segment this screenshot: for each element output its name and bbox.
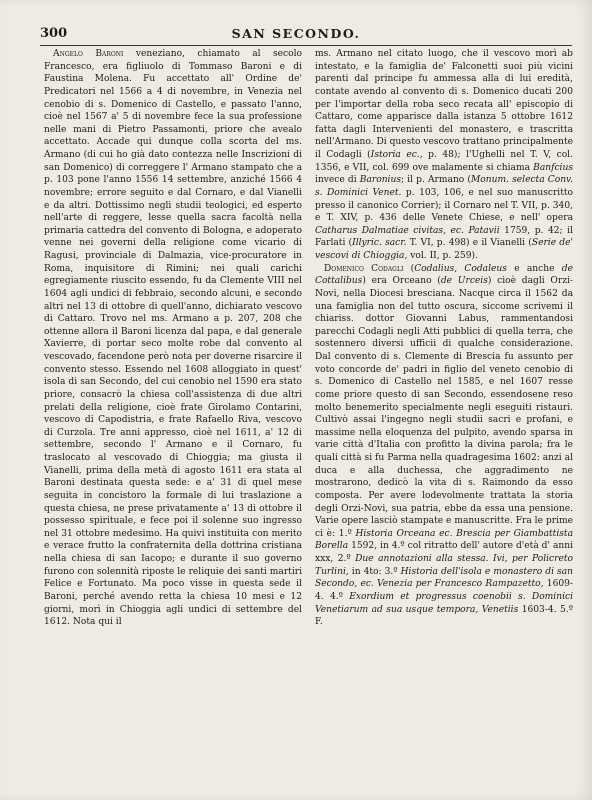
text-run: invece di [315, 175, 360, 186]
text-run: in 4to: 3.º [348, 566, 401, 577]
text-run: ) era Orceano ( [362, 276, 441, 287]
italic-run: Istoria ec. [370, 150, 420, 160]
italic-run: Monum. selecta Conv. s. Dominici Venet. [315, 175, 573, 198]
page-number: 300 [40, 26, 68, 41]
text-run: ( [403, 263, 415, 274]
running-head: SAN SECONDO. [231, 26, 361, 41]
text-run: vol. II, p. 259). [407, 251, 478, 261]
italic-run: Exordium et progressus coenobii s. Dominici Venetiarum ad sua usque tempora, Venetiis [315, 591, 573, 615]
paragraph-angelo-baroni [44, 48, 302, 629]
text-run: p. 103, 106, e nel suo manuscritto presso il canonico Corrier); il Cornaro nel T. VII, p. 340, e T. XIV, p. 436 delle Venete Chiese, e nell' opera [315, 187, 573, 224]
text-run: , p. 48); l'Ughelli nel T. V, col. 1356, e VII, col. 699 ove malamente si chiama [315, 150, 573, 173]
italic-run: Baronius [359, 175, 401, 186]
italic-run: Due annotazioni alla stessa. Ivi, per Policreto Turlini, [315, 554, 573, 577]
left-column [44, 48, 302, 786]
text-run: 1592, in 4.º col ritratto dell' autore d'età d' anni xxx, 2.º [315, 541, 573, 564]
lead-name: Domenico Codagli [324, 263, 404, 274]
text-run: ; il p. Armano ( [400, 175, 471, 186]
italic-run: Illyric. sacr. [352, 238, 407, 249]
right-column [315, 48, 573, 786]
italic-run: Catharus Dalmatiae civitas, ec. Patavii [315, 225, 500, 236]
text-run: e anche [506, 263, 562, 274]
italic-run: de Urceis [440, 276, 488, 287]
text-run: ) cioè dagli Orzi-Novi, nella Diocesi bresciana. Nacque circa il 1562 da una famiglia non del tutto oscura, siccome scrivemi il chiariss. dottor Giovanni Labus, rammentandosi parecchi Codagli negli Atti pubblici di quella terra, che sostennero diversi ufficii di qualche considerazione. Dal convento di s. Clemente di Brescia fu assunto per voto concorde de' padri in figlio del veneto cenobio di s. Domenico di Castello nel 1585, e nel 1607 resse come priore questo di san Secondo, essendosene reso molto benemerito specialmente negli eseguiti ristauri. Cultivò assai l'ingegno negli studii sacri e profani, e massime nella eloquenza del pulpito, avendo sparsa in varie città d'Italia con profitto la divina parola; fra le quali città si fu Parma nella quadragesima 1602: anzi al duca e alla duchessa, che aggradimento ne mostrarono, dedicò la vita di s. Raimondo da esso composta. Per avere lodevolmente trattata la storia degli Orzi-Novi, sua patria, ebbe da essa una pensione. Varie opere lasciò stampate e manuscritte. Fra le prime ci è: 1.º [315, 276, 573, 539]
italic-run: Codalius, Codaleus [414, 263, 507, 274]
text-run: 1759, p. 42; il Farlati ( [315, 225, 573, 249]
paragraph-domenico-codagli [315, 263, 573, 629]
text-run: T. VI, p. 498) e il Vianelli ( [406, 238, 532, 249]
body-text: veneziano, chiamato al secolo Francesco, era figliuolo di Tommaso Baroni e di Faustina Molena. Fu accettato all' Ordine de' Predicatori nel 1566 a 4 di novembre, in Venezia nel cenobio di s. Domenico di Castello, e passato l'anno, cioè nel 1567 a' 5 di novembre fece la sua professione nelle mani di Pietro Passamonti, priore che avealo accettato. Accade qui dunque colla scorta del ms. Armano (di cui ho già dato contezza nelle Inscrizioni di san Domenico) di correggere l' Armano stampato che a p. 103 pone l'anno 1556 14 settembre, anziché 1566 4 novembre; errore seguito e dal Cornaro, e dal Vianelli e da altri. Dottissimo negli studii teologici, ed esperto nell'arte di reggere, lesse quella sacra facoltà nella primaria cattedra del convento di Bologna, e adoperato venne nei governi della religione come vicario di Ragusi, provinciale di Dalmazia, vice-procuratore in Roma, inquisitore di Rimini; nei quali carichi egregiamente riuscito essendo, fu da Clemente VIII nel 1604 agli undici di febbraio, secondo alcuni, e secondo altri nel 13 di ottobre di quell'anno, dichiarato vescovo di Cattaro. Trovo nel ms. Armano a p. 207, 208 che ottenne allora il Baroni licenza dal papa, e dal generale Xavierre, di portar seco molte robe dal convento al vescovado, facendone però nota per doverne risarcire il convento stesso. Essendo nel 1608 alloggiato in quest' isola di san Secondo, del cui cenobio nel 1590 era stato priore, consacrò la chiesa coll'assistenza di due altri prelati della religione, cioè frate Girolamo Contarini, vescovo di Capodistria, e frate Rafaello Riva, vescovo di Curzola. Tre anni appresso, cioè nel 1611, a' 12 di settembre, secondo l' Armano e il Cornaro, fu traslocato al vescovado di Chioggia; ma giusta il Vianelli, prima della metà di agosto 1611 era stata al Baroni destinata questa sede: e a' 31 di quel mese seguita in concistoro la formale di lui traslazione a questa chiesa, ne prese privatamente a' 13 di ottobre il possesso spirituale, e fece poi il solenne suo ingresso nel 31 ottobre medesimo. Ha quivi instituita con merito e verace frutto la confraternita della dottrina cristiana nella chiesa di san Iacopo; e durante il suo governo furono con solennità riposte le reliquie dei santi martiri Felice e Fortunato. Ma poco visse in questa sede il Baroni, perché avendo retta la chiesa 10 mesi e 12 giorni, morì in Chioggia agli undici di settembre del 1612. Nota qui il [44, 49, 302, 628]
text-run: 1603-4. 5.º F. [315, 604, 573, 628]
header-rule [40, 45, 572, 46]
italic-run: Banfcius [533, 162, 573, 173]
italic-run: Serie de' vescovi di Chioggia, [315, 238, 573, 261]
text-run: 1609-4. 4.º [315, 579, 573, 602]
italic-run: Historia dell'isola e monastero di san Secondo, ec. Venezia per Francesco Rampazetto, [315, 566, 573, 590]
text-run: ms. Armano nel citato luogo, che il vescovo morì ab intestato, e la famiglia de' Falconetti suoi più vicini parenti dal principe fu ammessa alla di lui eredità, contate avendo al convento di s. Domenico ducati 200 per l'importar della roba seco recata all' episcopio di Cattaro, come apparisce dalla istanza 5 ottobre 1612 fatta dagli Intervenienti del monastero, e trascritta nell'Armano. Di questo vescovo trattano principalmente il Codagli ( [315, 49, 573, 160]
italic-run: Historia Orceana ec. Brescia per Giambattista Borella [315, 528, 573, 552]
paragraph-continuation [315, 48, 573, 263]
lead-name: Angelo Baroni [53, 49, 124, 59]
italic-run: de Cottalibus [315, 263, 573, 287]
